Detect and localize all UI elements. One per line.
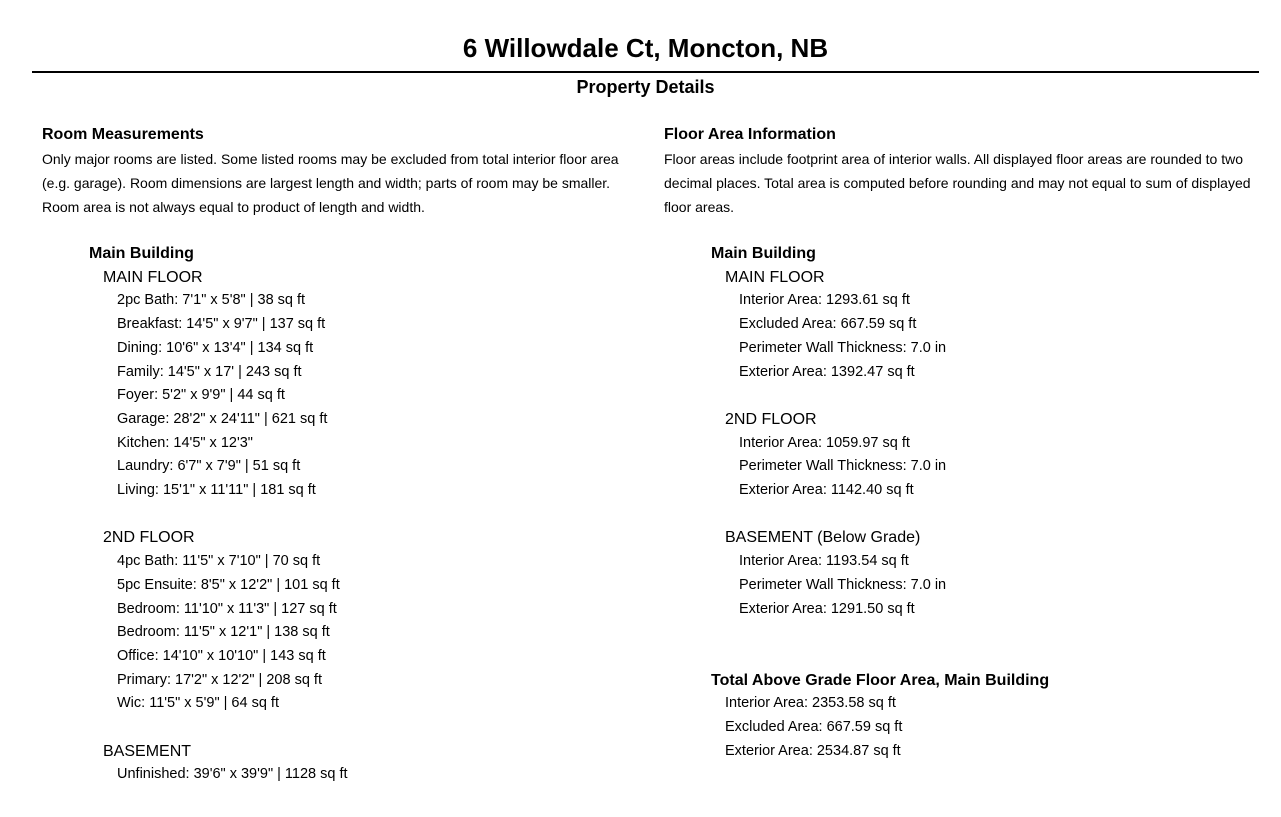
- room-item: Garage: 28'2" x 24'11" | 621 sq ft: [117, 410, 328, 427]
- total-area-item: Excluded Area: 667.59 sq ft: [725, 719, 903, 735]
- room-item: Breakfast: 14'5" x 9'7" | 137 sq ft: [117, 316, 326, 333]
- floor-area-note: [664, 147, 1264, 219]
- room-item: Kitchen: 14'5" x 12'3": [117, 434, 253, 451]
- title-divider: [32, 71, 1259, 73]
- room-item: 5pc Ensuite: 8'5" x 12'2" | 101 sq ft: [117, 576, 340, 593]
- room-item: Office: 14'10" x 10'10" | 143 sq ft: [117, 647, 326, 664]
- area-item: Interior Area: 1293.61 sq ft: [739, 292, 910, 309]
- room-item: Unfinished: 39'6" x 39'9" | 1128 sq ft: [117, 766, 348, 783]
- building-heading: Main Building: [711, 245, 816, 262]
- room-item: Bedroom: 11'10" x 11'3" | 127 sq ft: [117, 600, 337, 617]
- room-item: Family: 14'5" x 17' | 243 sq ft: [117, 363, 302, 380]
- note-line: (e.g. garage). Room dimensions are largest length and width; parts of room may be smaller.: [42, 175, 611, 191]
- room-item: 2pc Bath: 7'1" x 5'8" | 38 sq ft: [117, 292, 306, 309]
- note-line: Room area is not always equal to product of length and width.: [42, 199, 425, 215]
- room-measurements-heading: Room Measurements: [42, 126, 204, 143]
- area-item: Exterior Area: 1291.50 sq ft: [739, 600, 915, 617]
- floor-heading-2nd: 2ND FLOOR: [725, 410, 817, 428]
- room-item: 4pc Bath: 11'5" x 7'10" | 70 sq ft: [117, 553, 321, 570]
- room-item: Bedroom: 11'5" x 12'1" | 138 sq ft: [117, 624, 330, 641]
- area-item: Interior Area: 1059.97 sq ft: [739, 434, 910, 451]
- note-line: decimal places. Total area is computed before rounding and may not equal to sum of displayed: [664, 175, 1251, 191]
- room-item: Foyer: 5'2" x 9'9" | 44 sq ft: [117, 387, 285, 404]
- total-area-item: Interior Area: 2353.58 sq ft: [725, 695, 896, 712]
- total-area-heading: Total Above Grade Floor Area, Main Building: [711, 671, 1050, 689]
- floor-heading-main: MAIN FLOOR: [103, 268, 203, 286]
- area-item: Perimeter Wall Thickness: 7.0 in: [739, 576, 947, 593]
- floor-heading-main: MAIN FLOOR: [725, 268, 825, 286]
- room-item: Living: 15'1" x 11'11" | 181 sq ft: [117, 482, 316, 499]
- area-item: Perimeter Wall Thickness: 7.0 in: [739, 339, 947, 356]
- note-line: Only major rooms are listed. Some listed rooms may be excluded from total interior floor area: [42, 151, 619, 167]
- total-area-item: Exterior Area: 2534.87 sq ft: [725, 742, 901, 759]
- area-item: Exterior Area: 1392.47 sq ft: [739, 363, 915, 380]
- floor-heading-basement: BASEMENT (Below Grade): [725, 529, 921, 547]
- room-measurements-note: [42, 147, 642, 219]
- floor-area-heading: Floor Area Information: [664, 126, 836, 143]
- note-line: Floor areas include footprint area of interior walls. All displayed floor areas are rounded to two: [664, 151, 1243, 167]
- note-line: floor areas.: [664, 199, 735, 215]
- room-measurements-section: [42, 124, 642, 787]
- floor-area-section: [664, 124, 1264, 763]
- area-item: Exterior Area: 1142.40 sq ft: [739, 482, 914, 499]
- floor-heading-2nd: 2ND FLOOR: [103, 529, 195, 547]
- area-item: Interior Area: 1193.54 sq ft: [739, 553, 909, 570]
- building-heading: Main Building: [89, 245, 194, 262]
- page-subtitle: Property Details: [576, 77, 715, 97]
- area-item: Excluded Area: 667.59 sq ft: [739, 316, 917, 333]
- area-item: Perimeter Wall Thickness: 7.0 in: [739, 458, 947, 475]
- floor-heading-basement: BASEMENT: [103, 742, 192, 760]
- room-item: Wic: 11'5" x 5'9" | 64 sq ft: [117, 695, 279, 712]
- page-title: 6 Willowdale Ct, Moncton, NB: [462, 33, 829, 63]
- room-item: Primary: 17'2" x 12'2" | 208 sq ft: [117, 671, 322, 688]
- room-item: Dining: 10'6" x 13'4" | 134 sq ft: [117, 339, 314, 356]
- room-item: Laundry: 6'7" x 7'9" | 51 sq ft: [117, 458, 301, 475]
